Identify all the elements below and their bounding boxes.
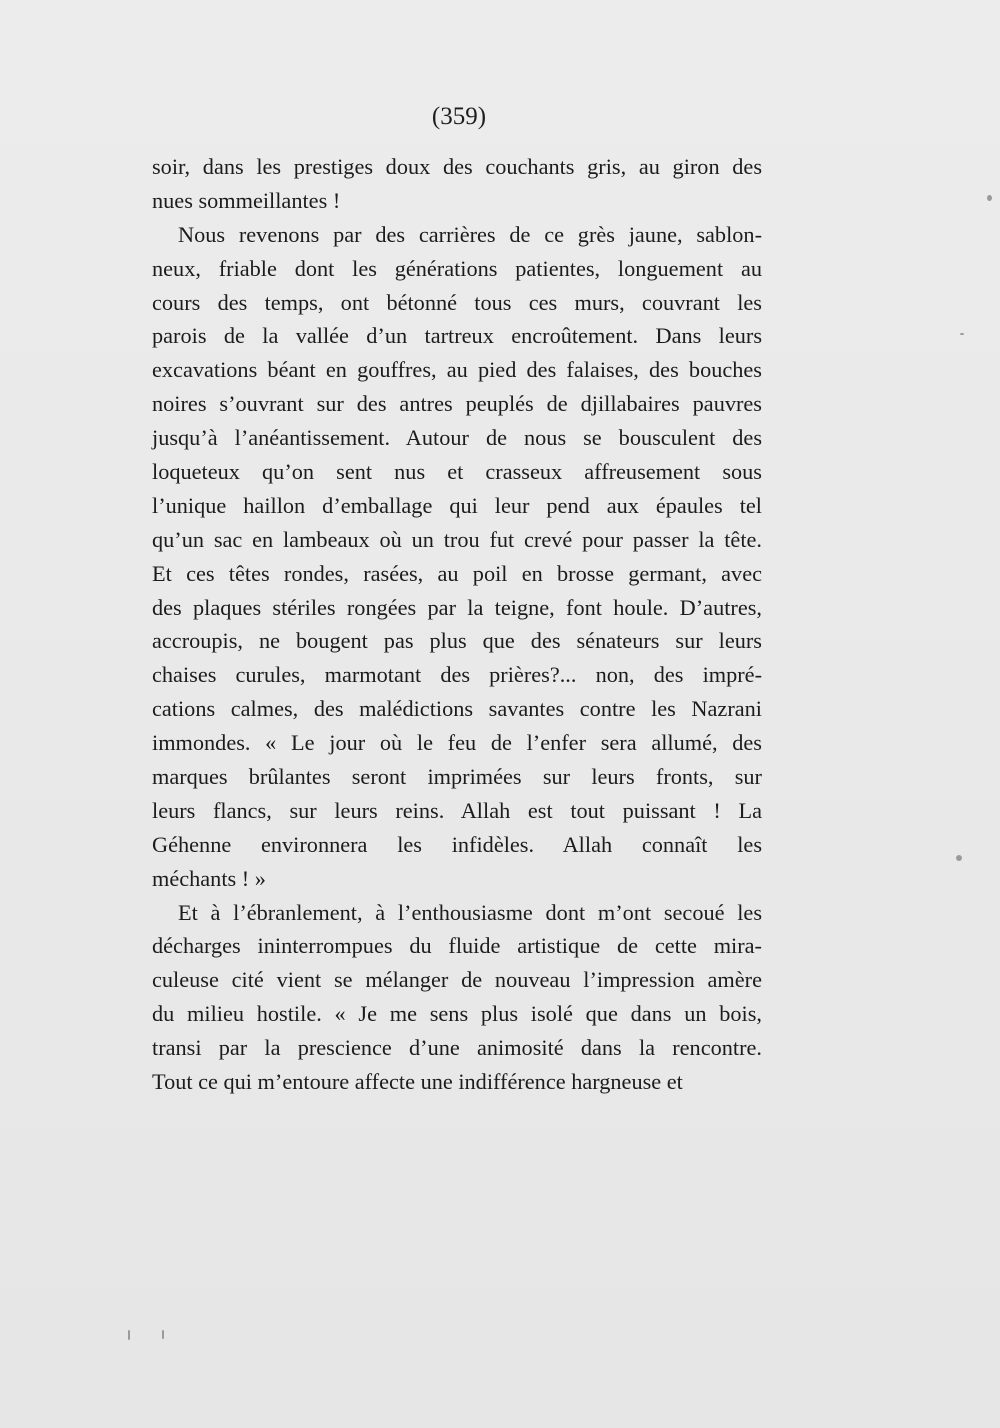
text-line: culeuse cité vient se mélanger de nouveau l’impression amère	[152, 967, 762, 993]
paragraph	[152, 150, 762, 218]
body-text	[152, 150, 762, 1099]
text-line: Tout ce qui m’entoure affecte une indifférence hargneuse et	[152, 1069, 683, 1095]
text-line: neux, friable dont les générations patientes, longuement au	[152, 255, 762, 281]
page-number: (359)	[431, 103, 487, 130]
text-line: accroupis, ne bougent pas plus que des sénateurs sur leurs	[152, 628, 762, 654]
paper-speck	[162, 1330, 164, 1339]
paragraph	[152, 896, 762, 1099]
text-line: Nous revenons par des carrières de ce grès jaune, sablon-	[178, 221, 762, 247]
paper-speck	[128, 1330, 130, 1340]
paper-speck	[960, 333, 964, 335]
text-line: jusqu’à l’anéantissement. Autour de nous se bousculent des	[152, 425, 762, 451]
text-line: leurs flancs, sur leurs reins. Allah est tout puissant ! La	[152, 797, 762, 823]
text-line: Géhenne environnera les infidèles. Allah connaît les	[152, 831, 762, 857]
text-line: loqueteux qu’on sent nus et crasseux affreusement sous	[152, 459, 762, 485]
text-line: Et à l’ébranlement, à l’enthousiasme dont m’ont secoué les	[178, 899, 762, 925]
text-line: des plaques stériles rongées par la teigne, font houle. D’autres,	[152, 594, 762, 620]
paper-speck	[956, 855, 962, 861]
text-line: transi par la prescience d’une animosité dans la rencontre.	[152, 1035, 762, 1061]
text-line: Et ces têtes rondes, rasées, au poil en brosse germant, avec	[152, 560, 762, 586]
text-line: parois de la vallée d’un tartreux encroûtement. Dans leurs	[152, 323, 762, 349]
text-line: marques brûlantes seront imprimées sur leurs fronts, sur	[152, 764, 762, 790]
text-line: l’unique haillon d’emballage qui leur pend aux épaules tel	[152, 492, 762, 518]
paragraph	[152, 218, 762, 896]
text-line: chaises curules, marmotant des prières?... non, des impré-	[152, 662, 762, 688]
text-line: immondes. « Le jour où le feu de l’enfer sera allumé, des	[152, 730, 762, 756]
text-line: du milieu hostile. « Je me sens plus isolé que dans un bois,	[152, 1001, 762, 1027]
text-line: noires s’ouvrant sur des antres peuplés de djillabaires pauvres	[152, 391, 762, 417]
text-line: qu’un sac en lambeaux où un trou fut crevé pour passer la tête.	[152, 526, 762, 552]
paper-speck	[987, 195, 992, 201]
text-line: excavations béant en gouffres, au pied des falaises, des bouches	[152, 357, 762, 383]
text-line: nues sommeillantes !	[152, 187, 341, 213]
text-line: cations calmes, des malédictions savantes contre les Nazrani	[152, 696, 762, 722]
text-line: méchants ! »	[152, 865, 266, 891]
text-line: décharges ininterrompues du fluide artistique de cette mira-	[152, 933, 762, 959]
text-line: soir, dans les prestiges doux des couchants gris, au giron des	[152, 154, 762, 179]
text-line: cours des temps, ont bétonné tous ces murs, couvrant les	[152, 289, 762, 315]
